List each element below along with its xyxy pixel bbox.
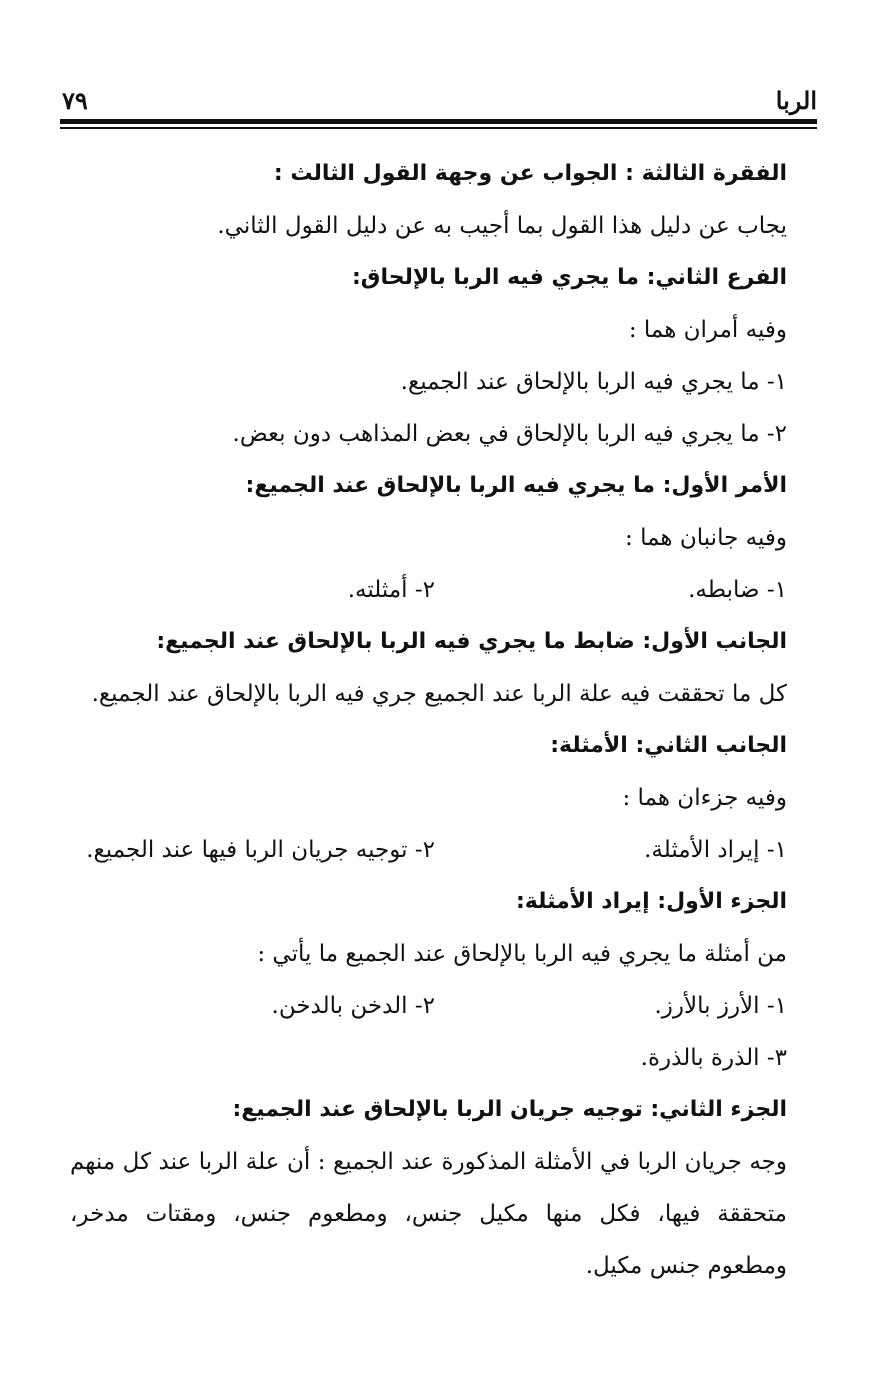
paragraph: يجاب عن دليل هذا القول بما أجيب به عن دليل القول الثاني. (217, 213, 787, 239)
list-item: ١- ضابطه. (688, 577, 787, 603)
list-item: ٢- ما يجري فيه الربا بالإلحاق في بعض المذاهب دون بعض. (232, 421, 787, 447)
two-column-list (70, 984, 787, 1036)
paragraph: من أمثلة ما يجري فيه الربا بالإلحاق عند الجميع ما يأتي : (257, 941, 787, 967)
paragraph-line: متحققة فيها، فكل منها مكيل جنس، ومطعوم جنس، ومقتات مدخر، (70, 1201, 787, 1227)
paragraph: كل ما تحققت فيه علة الربا عند الجميع جري فيه الربا بالإلحاق عند الجميع. (91, 681, 787, 707)
section-heading: الفرع الثاني: ما يجري فيه الربا بالإلحاق: (352, 265, 787, 290)
header-rule-thick (60, 119, 817, 124)
list-item: ١- الأرز بالأرز. (654, 993, 787, 1019)
list-item: ٣- الذرة بالذرة. (640, 1045, 787, 1071)
section-heading: الجزء الثاني: توجيه جريان الربا بالإلحاق عند الجميع: (232, 1097, 787, 1122)
section-heading: الجزء الأول: إيراد الأمثلة: (515, 889, 787, 914)
section-heading: الفقرة الثالثة : الجواب عن وجهة القول الثالث : (273, 161, 787, 186)
paragraph-line: وجه جريان الربا في الأمثلة المذكورة عند الجميع : أن علة الربا عند كل منهم (70, 1149, 787, 1175)
paragraph-line: ومطعوم جنس مكيل. (585, 1253, 787, 1279)
two-column-list (70, 568, 787, 620)
list-item: ٢- أمثلته. (347, 577, 435, 603)
list-item: ١- إيراد الأمثلة. (644, 837, 787, 863)
page-body (70, 152, 787, 1296)
paragraph: وفيه جانبان هما : (625, 525, 787, 551)
list-item: ٢- الدخن بالدخن. (271, 993, 435, 1019)
running-header (62, 86, 817, 116)
section-heading: الأمر الأول: ما يجري فيه الربا بالإلحاق عند الجميع: (245, 473, 787, 498)
section-heading: الجانب الأول: ضابط ما يجري فيه الربا بالإلحاق عند الجميع: (156, 629, 787, 654)
list-item: ١- ما يجري فيه الربا بالإلحاق عند الجميع. (400, 369, 787, 395)
two-column-list (70, 828, 787, 880)
section-heading: الجانب الثاني: الأمثلة: (550, 733, 787, 758)
running-title: الربا (775, 86, 817, 115)
list-item: ٢- توجيه جريان الربا فيها عند الجميع. (86, 837, 435, 863)
paragraph: وفيه جزءان هما : (622, 785, 787, 811)
header-rule-thin (60, 127, 817, 129)
paragraph: وفيه أمران هما : (628, 317, 787, 343)
page-number: ٧٩ (62, 86, 88, 115)
